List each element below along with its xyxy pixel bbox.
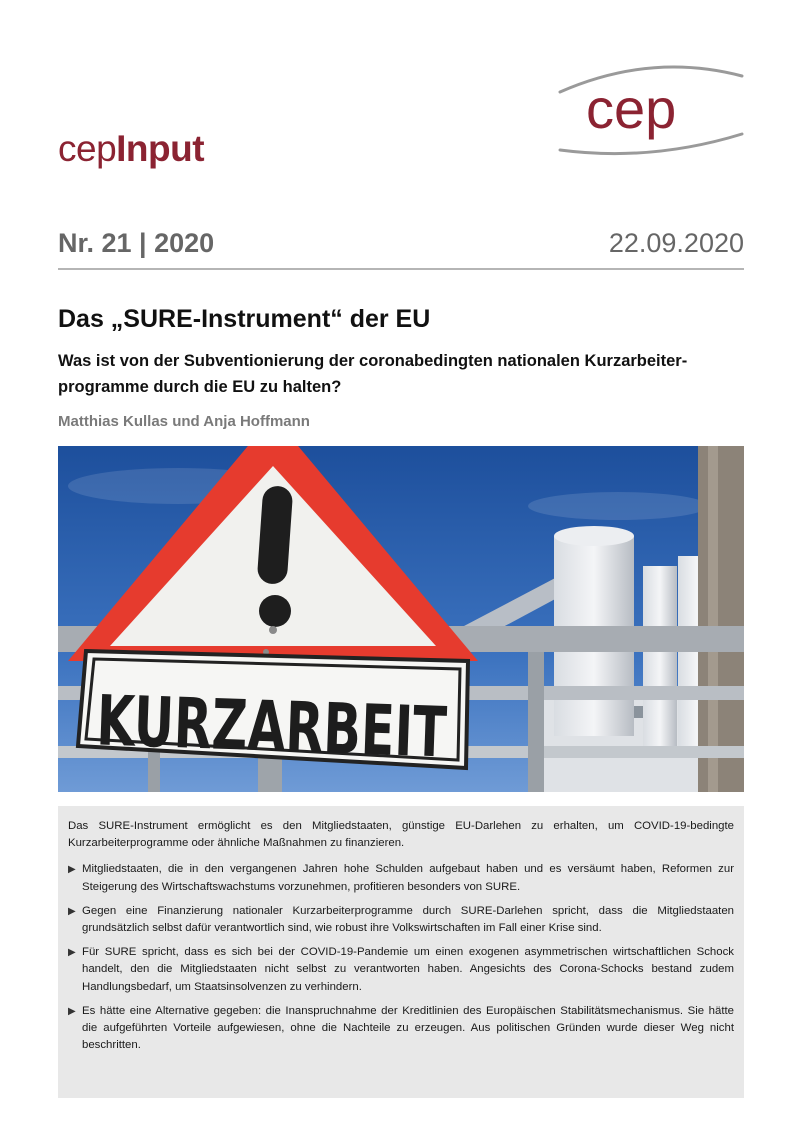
- sign-text: KURZARBEIT: [95, 679, 567, 778]
- issue-date: 22.09.2020: [608, 228, 744, 258]
- page-subtitle: Was ist von der Subventionierung der coronabedingten nationalen Kurzarbeiter-programme durch die EU zu halten?: [58, 352, 688, 396]
- bullet-text: Es hätte eine Alternative gegeben: die Inanspruchnahme der Kreditlinien des Europäischen Stabilitätsmechanismus. Sie hätte die aufgeführten Vorteile aufgewiesen, ohne die Nachteile zu erzeugen. Aus politischen Gründen wurde dieser Weg nicht beschritten.: [82, 1004, 734, 1052]
- summary-intro: Das SURE-Instrument ermöglicht es den Mitgliedstaaten, günstige EU-Darlehen zu erhalten, um COVID-19-bedingte Kurzarbeiterprogramme oder ähnliche Maßnahmen zu finanzieren.: [68, 820, 734, 850]
- issue-number: Nr. 21 | 2020: [58, 228, 215, 258]
- triangle-right-icon: ▶: [68, 864, 76, 876]
- triangle-right-icon: ▶: [68, 947, 76, 959]
- authors: Matthias Kullas und Anja Hoffmann: [58, 413, 310, 430]
- triangle-right-icon: ▶: [68, 1005, 76, 1017]
- summary-bullet: [68, 944, 734, 996]
- series-title: [58, 130, 204, 167]
- bullet-text: Für SURE spricht, dass es sich bei der COVID-19-Pandemie um einen exogenen asymmetrischen wirtschaftlichen Schock handelt, den die Mitgliedstaaten nicht selbst zu verantworten haben. Angesichts des Corona-Schocks bestand zudem Handlungsbedarf, um Staatsinsolvenzen zu verhindern.: [82, 946, 734, 993]
- series-name: Input: [116, 128, 205, 169]
- triangle-right-icon: ▶: [68, 905, 76, 917]
- logo-text: cep: [586, 77, 677, 140]
- summary-bullet: [68, 861, 734, 895]
- summary-box: [58, 806, 744, 1098]
- cep-logo: [556, 58, 746, 158]
- issue-row: [58, 228, 744, 259]
- header-divider: [58, 268, 744, 270]
- page-title: Das „SURE-Instrument“ der EU: [58, 305, 431, 333]
- bullet-text: Mitgliedstaaten, die in den vergangenen Jahren hohe Schulden aufgebaut haben und es versäumt haben, Reformen zur Steigerung des Wirtschaftswachstums vorzunehmen, profitieren besonders von SURE.: [82, 863, 734, 893]
- summary-bullet: [68, 903, 734, 937]
- series-prefix: cep: [58, 128, 117, 169]
- bullet-text: Gegen eine Finanzierung nationaler Kurzarbeiterprogramme durch SURE-Darlehen spricht, dass die Mitgliedstaaten grundsätzlich selbst dafür verantwortlich sind, wie robust ihre Volkswirtschaften im Fall einer Krise sind.: [82, 904, 734, 935]
- summary-bullet: [68, 1003, 734, 1055]
- cover-photo: [58, 446, 744, 792]
